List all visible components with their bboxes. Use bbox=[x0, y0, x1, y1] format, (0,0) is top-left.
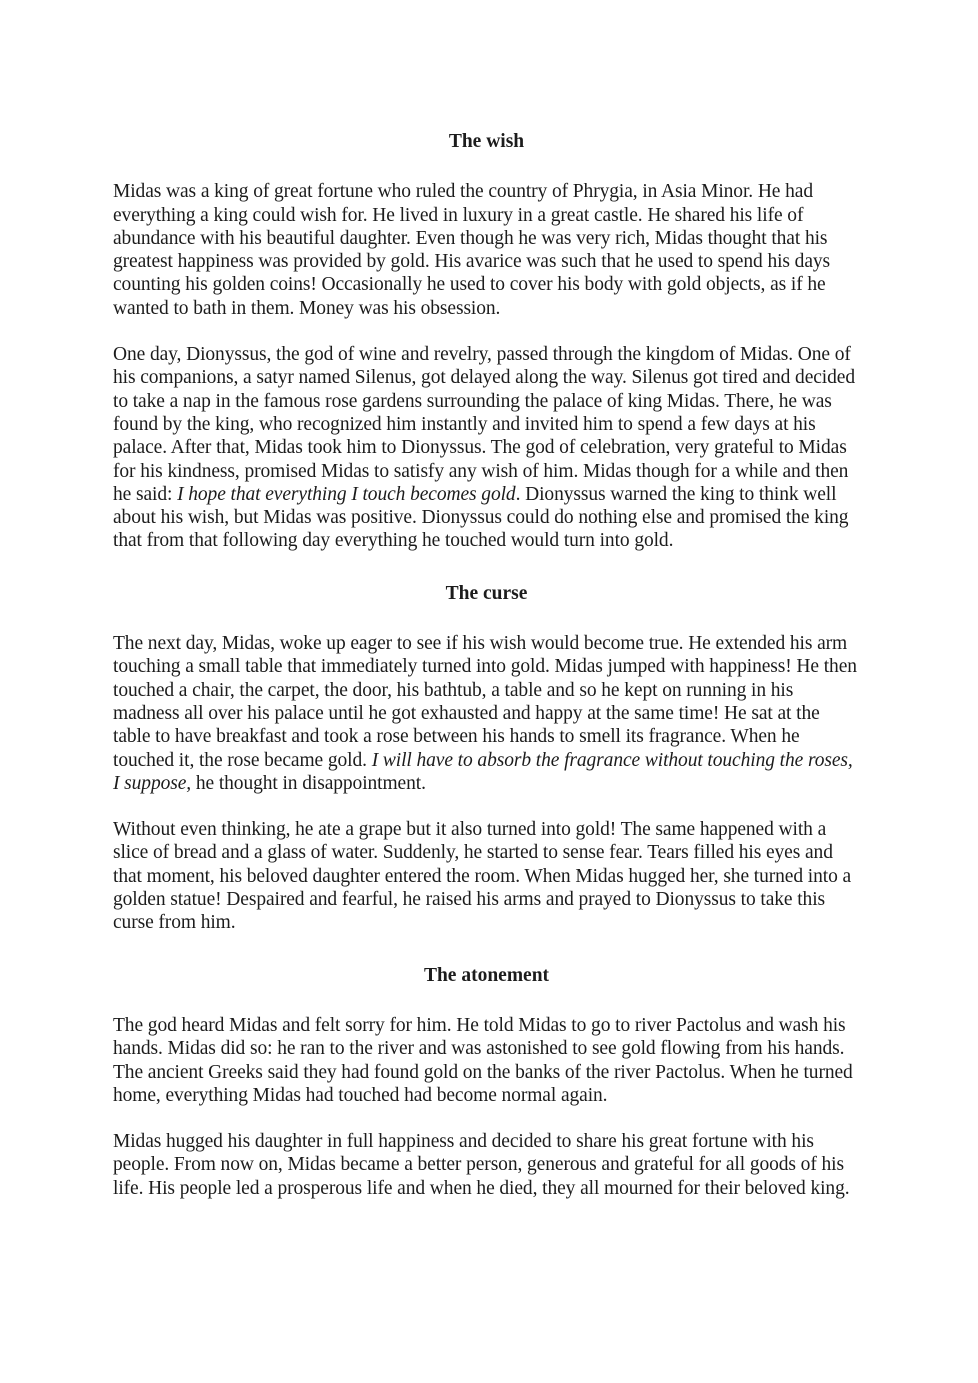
text-run: . Dionyssus warned the king to think well about his wish, but Midas was positive. Dionyssus could do nothing else and promised the king that from that following day everything he touched would turn into gold. bbox=[113, 483, 849, 552]
italic-text-run: I hope that everything I touch becomes gold bbox=[177, 483, 516, 505]
text-run: Without even thinking, he ate a grape but it also turned into gold! The same happened with a slice of bread and a glass of water. Suddenly, he started to sense fear. Tears filled his eyes and that moment, his beloved daughter entered the room. When Midas hugged her, she turned into a golden statue! Despaired and fearful, he raised his arms and prayed to Dionyssus to take this curse from him. bbox=[113, 819, 852, 934]
paragraph bbox=[113, 1130, 860, 1200]
paragraph bbox=[113, 1014, 860, 1107]
italic-text-run: I will have to absorb the fragrance without touching the roses, I suppose, bbox=[113, 749, 853, 794]
text-run: One day, Dionyssus, the god of wine and revelry, passed through the kingdom of Midas. One of his companions, a satyr named Silenus, got delayed along the way. Silenus got tired and decided to take a nap in the famous rose gardens surrounding the palace of king Midas. There, he was found by the king, who recognized him instantly and invited him to spend a few days at his palace. After that, Midas took him to Dionyssus. The god of celebration, very grateful to Midas for his kindness, promised Midas to satisfy any wish of him. Midas though for a while and then he said: bbox=[113, 344, 855, 505]
text-run: he thought in disappointment. bbox=[191, 772, 426, 794]
paragraph bbox=[113, 180, 860, 320]
document-content bbox=[113, 130, 860, 1200]
paragraph bbox=[113, 343, 860, 553]
text-run: The god heard Midas and felt sorry for him. He told Midas to go to river Pactolus and wash his hands. Midas did so: he ran to the river and was astonished to see gold flowing from his hands. The ancient Greeks said they had found gold on the banks of the river Pactolus. When he turned home, everything Midas had touched had become normal again. bbox=[113, 1014, 853, 1106]
text-run: The next day, Midas, woke up eager to see if his wish would become true. He extended his arm touching a small table that immediately turned into gold. Midas jumped with happiness! He then touched a chair, the carpet, the door, his bathtub, a table and so he kept on running in his madness all over his palace until he got exhausted and happy at the same time! He sat at the table to have breakfast and took a rose between his hands to smell its fragrance. When he touched it, the rose became gold. bbox=[113, 633, 857, 771]
section-heading: The wish bbox=[448, 131, 525, 152]
section-heading: The atonement bbox=[423, 964, 550, 986]
paragraph bbox=[113, 632, 860, 795]
text-run: Midas hugged his daughter in full happiness and decided to share his great fortune with his people. From now on, Midas became a better person, generous and grateful for all goods of his life. His people led a prosperous life and when he died, they all mourned for their beloved king. bbox=[113, 1131, 850, 1199]
section-heading: The curse bbox=[445, 582, 528, 604]
text-run: Midas was a king of great fortune who ruled the country of Phrygia, in Asia Minor. He had everything a king could wish for. He lived in luxury in a great castle. He shared his life of abundance with his beautiful daughter. Even though he was very rich, Midas thought that his greatest happiness was provided by gold. His avarice was such that he used to spend his days counting his golden coins! Occasionally he used to cover his body with gold objects, as if he wanted to bath in them. Money was his obsession. bbox=[113, 181, 831, 319]
paragraph bbox=[113, 818, 860, 934]
